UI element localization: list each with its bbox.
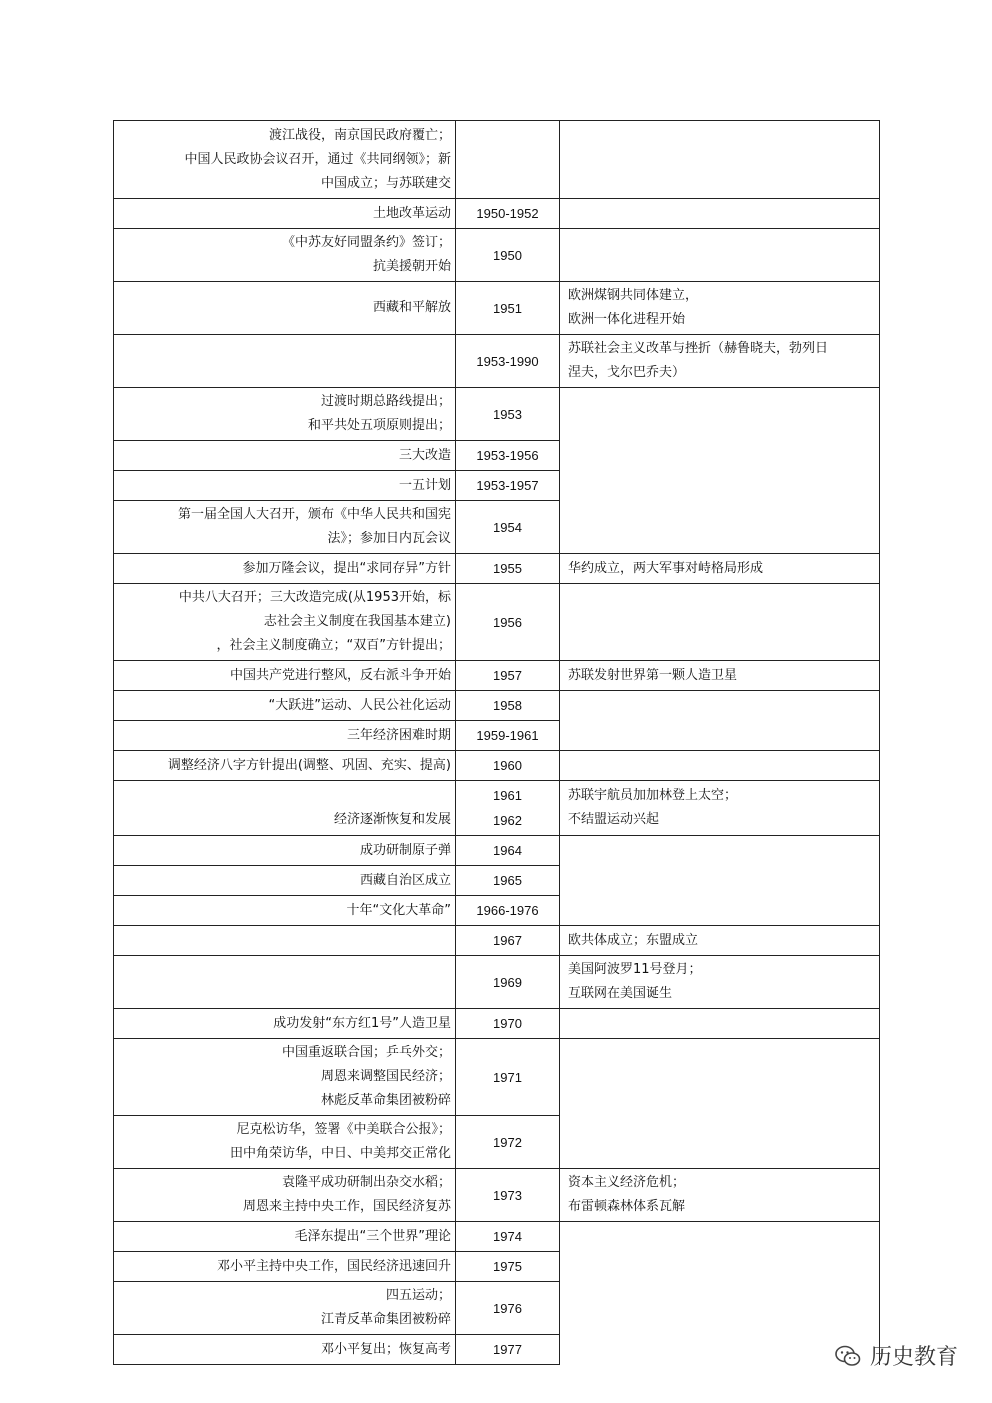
year-cell bbox=[456, 1116, 560, 1169]
event-cell bbox=[114, 584, 456, 661]
world-event-cell bbox=[560, 229, 880, 282]
table-row bbox=[114, 751, 880, 781]
cell-line bbox=[118, 784, 451, 808]
year-cell bbox=[456, 121, 560, 199]
cell-line: 1959-1961 bbox=[476, 728, 539, 743]
cell-line: 苏联宇航员加加林登上太空； bbox=[568, 788, 738, 803]
event-cell bbox=[114, 554, 456, 584]
world-event-cell bbox=[560, 335, 880, 388]
year-cell bbox=[456, 282, 560, 335]
world-event-cell bbox=[560, 781, 880, 836]
table-row bbox=[114, 1009, 880, 1039]
cell-line bbox=[568, 148, 875, 172]
world-event-cell bbox=[560, 584, 880, 661]
table-row bbox=[114, 661, 880, 691]
year-cell bbox=[456, 1252, 560, 1282]
cell-line: 1953-1956 bbox=[476, 448, 539, 463]
cell-line: 西藏自治区成立 bbox=[359, 872, 451, 888]
cell-line: 毛泽东提出“三个世界”理论 bbox=[294, 1228, 451, 1244]
world-event-cell bbox=[560, 199, 880, 229]
timeline-body bbox=[114, 121, 880, 1365]
event-cell bbox=[114, 836, 456, 866]
table-row bbox=[114, 926, 880, 956]
world-event-cell bbox=[560, 1009, 880, 1039]
year-cell bbox=[456, 896, 560, 926]
cell-line: 调整经济八字方针提出(调整、巩固、充实、提高) bbox=[167, 757, 451, 773]
cell-line: 1950-1952 bbox=[476, 206, 539, 221]
cell-line: 1974 bbox=[493, 1229, 522, 1244]
cell-line: 1977 bbox=[493, 1342, 522, 1357]
table-row bbox=[114, 956, 880, 1009]
cell-line: 林彪反革命集团被粉碎 bbox=[320, 1093, 451, 1108]
cell-line: 三大改造 bbox=[398, 447, 451, 463]
cell-line: 成功发射“东方红1号”人造卫星 bbox=[273, 1015, 451, 1031]
cell-line: 1967 bbox=[493, 933, 522, 948]
cell-line: ，社会主义制度确立；“双百”方针提出； bbox=[216, 638, 451, 653]
year-cell bbox=[456, 584, 560, 661]
cell-line: 邓小平主持中央工作，国民经济迅速回升 bbox=[216, 1258, 451, 1274]
cell-line: 互联网在美国诞生 bbox=[568, 986, 673, 1001]
year-cell bbox=[456, 866, 560, 896]
event-cell bbox=[114, 896, 456, 926]
year-cell bbox=[456, 1335, 560, 1365]
table-row bbox=[114, 199, 880, 229]
cell-line: 不结盟运动兴起 bbox=[568, 812, 660, 827]
cell-line: 四五运动； bbox=[385, 1288, 451, 1303]
cell-line: 土地改革运动 bbox=[372, 205, 451, 221]
cell-line: 经济逐渐恢复和发展 bbox=[333, 812, 451, 827]
cell-line: 周恩来调整国民经济； bbox=[320, 1069, 451, 1084]
cell-line: 1960 bbox=[493, 758, 522, 773]
year-cell bbox=[456, 554, 560, 584]
cell-line bbox=[118, 349, 451, 373]
cell-line: 1956 bbox=[493, 614, 522, 630]
world-event-cell-merged bbox=[560, 1039, 880, 1169]
event-cell bbox=[114, 501, 456, 554]
event-cell bbox=[114, 199, 456, 229]
cell-line: 中国成立；与苏联建交 bbox=[320, 175, 451, 191]
cell-line: 1972 bbox=[493, 1134, 522, 1150]
year-cell bbox=[456, 1282, 560, 1335]
table-row bbox=[114, 1169, 880, 1222]
cell-line bbox=[568, 1012, 875, 1036]
cell-line: “大跃进”运动、人民公社化运动 bbox=[268, 697, 451, 713]
cell-line: 1966-1976 bbox=[476, 903, 539, 918]
cell-line: 资本主义经济危机； bbox=[568, 1175, 686, 1190]
event-cell bbox=[114, 121, 456, 199]
event-cell bbox=[114, 781, 456, 836]
year-cell bbox=[456, 721, 560, 751]
cell-line: 华约成立，两大军事对峙格局形成 bbox=[568, 560, 764, 576]
table-row bbox=[114, 229, 880, 282]
world-event-cell bbox=[560, 926, 880, 956]
cell-line: 1970 bbox=[493, 1016, 522, 1031]
cell-line: 田中角荣访华，中日、中美邦交正常化 bbox=[229, 1146, 451, 1161]
watermark-text: 历史教育 bbox=[869, 1345, 958, 1370]
watermark bbox=[834, 1340, 958, 1371]
event-cell bbox=[114, 388, 456, 441]
world-event-cell-merged bbox=[560, 1222, 880, 1365]
table-row bbox=[114, 282, 880, 335]
table-row bbox=[114, 335, 880, 388]
cell-line: 参加万隆会议，提出“求同存异”方针 bbox=[242, 560, 451, 576]
cell-line bbox=[460, 147, 555, 172]
cell-line: 苏联社会主义改革与挫折（赫鲁晓夫，勃列日 bbox=[568, 341, 829, 356]
event-cell bbox=[114, 691, 456, 721]
cell-line: 1961 bbox=[493, 788, 522, 803]
cell-line: 涅夫，戈尔巴乔夫） bbox=[568, 365, 686, 380]
table-row bbox=[114, 1222, 880, 1252]
cell-line: 一五计划 bbox=[398, 477, 451, 493]
cell-line bbox=[568, 243, 875, 267]
event-cell bbox=[114, 229, 456, 282]
year-cell bbox=[456, 199, 560, 229]
cell-line: 1975 bbox=[493, 1259, 522, 1274]
event-cell bbox=[114, 441, 456, 471]
cell-line bbox=[568, 754, 875, 778]
cell-line bbox=[568, 202, 875, 226]
year-cell bbox=[456, 1222, 560, 1252]
table-row bbox=[114, 554, 880, 584]
year-cell bbox=[456, 388, 560, 441]
history-timeline-table bbox=[113, 120, 880, 1365]
world-event-cell-merged bbox=[560, 836, 880, 926]
cell-line: 成功研制原子弹 bbox=[359, 842, 451, 858]
cell-line: 和平共处五项原则提出； bbox=[307, 418, 451, 433]
world-event-cell bbox=[560, 956, 880, 1009]
cell-line: 欧共体成立；东盟成立 bbox=[568, 932, 699, 948]
event-cell bbox=[114, 866, 456, 896]
event-cell bbox=[114, 335, 456, 388]
cell-line: 欧洲煤钢共同体建立， bbox=[568, 288, 699, 303]
cell-line: 中国重返联合国；乒乓外交； bbox=[281, 1045, 451, 1060]
wechat-icon bbox=[834, 1344, 862, 1368]
cell-line: 尼克松访华，签署《中美联合公报》； bbox=[236, 1122, 451, 1137]
cell-line: 1951 bbox=[493, 300, 522, 316]
cell-line: 1957 bbox=[493, 668, 522, 683]
cell-line bbox=[118, 929, 451, 953]
cell-line: 1976 bbox=[493, 1300, 522, 1316]
event-cell bbox=[114, 1282, 456, 1335]
year-cell bbox=[456, 926, 560, 956]
cell-line: 1973 bbox=[493, 1187, 522, 1203]
table-row bbox=[114, 388, 880, 441]
year-cell bbox=[456, 471, 560, 501]
event-cell bbox=[114, 282, 456, 335]
table-row bbox=[114, 836, 880, 866]
cell-line: 《中苏友好同盟条约》签订； bbox=[281, 235, 451, 250]
year-cell bbox=[456, 751, 560, 781]
event-cell bbox=[114, 926, 456, 956]
world-event-cell bbox=[560, 661, 880, 691]
cell-line: 中国人民政协会议召开，通过《共同纲领》；新 bbox=[184, 151, 451, 167]
table-row bbox=[114, 1039, 880, 1116]
cell-line: 1950 bbox=[493, 247, 522, 263]
cell-line: 中共八大召开；三大改造完成(从1953开始，标 bbox=[178, 590, 451, 605]
cell-line: 1965 bbox=[493, 873, 522, 888]
world-event-cell bbox=[560, 282, 880, 335]
cell-line: 西藏和平解放 bbox=[372, 300, 451, 315]
cell-line: 1969 bbox=[493, 974, 522, 990]
world-event-cell-merged bbox=[560, 691, 880, 751]
table-row bbox=[114, 121, 880, 199]
cell-line: 法》；参加日内瓦会议 bbox=[327, 531, 451, 546]
cell-line: 欧洲一体化进程开始 bbox=[568, 312, 686, 327]
year-cell bbox=[456, 691, 560, 721]
cell-line: 1953-1990 bbox=[476, 353, 539, 369]
cell-line: 抗美援朝开始 bbox=[372, 259, 451, 274]
table-row bbox=[114, 584, 880, 661]
event-cell bbox=[114, 721, 456, 751]
event-cell bbox=[114, 1039, 456, 1116]
cell-line: 十年“文化大革命” bbox=[346, 902, 451, 918]
year-cell bbox=[456, 1009, 560, 1039]
cell-line: 美国阿波罗11号登月； bbox=[568, 962, 702, 977]
table-row bbox=[114, 781, 880, 836]
cell-line: 邓小平复出；恢复高考 bbox=[320, 1341, 451, 1357]
event-cell bbox=[114, 661, 456, 691]
cell-line: 1953 bbox=[493, 406, 522, 422]
year-cell bbox=[456, 956, 560, 1009]
year-cell bbox=[456, 836, 560, 866]
cell-line: 江青反革命集团被粉碎 bbox=[320, 1312, 451, 1327]
cell-line: 三年经济困难时期 bbox=[346, 727, 451, 743]
event-cell bbox=[114, 1335, 456, 1365]
world-event-cell-merged bbox=[560, 388, 880, 554]
year-cell bbox=[456, 501, 560, 554]
year-cell bbox=[456, 1169, 560, 1222]
year-cell bbox=[456, 441, 560, 471]
cell-line: 过渡时期总路线提出； bbox=[320, 394, 451, 409]
year-cell bbox=[456, 335, 560, 388]
cell-line: 中国共产党进行整风，反右派斗争开始 bbox=[229, 667, 451, 683]
event-cell bbox=[114, 1252, 456, 1282]
cell-line: 布雷顿森林体系瓦解 bbox=[568, 1199, 686, 1214]
cell-line: 1958 bbox=[493, 698, 522, 713]
event-cell bbox=[114, 471, 456, 501]
event-cell bbox=[114, 751, 456, 781]
year-cell bbox=[456, 661, 560, 691]
event-cell bbox=[114, 956, 456, 1009]
event-cell bbox=[114, 1009, 456, 1039]
event-cell bbox=[114, 1222, 456, 1252]
cell-line: 志社会主义制度在我国基本建立) bbox=[263, 614, 451, 629]
cell-line: 周恩来主持中央工作，国民经济复苏 bbox=[242, 1199, 451, 1214]
cell-line: 苏联发射世界第一颗人造卫星 bbox=[568, 667, 738, 683]
event-cell bbox=[114, 1169, 456, 1222]
cell-line: 1962 bbox=[493, 813, 522, 828]
cell-line: 1955 bbox=[493, 561, 522, 576]
cell-line: 1964 bbox=[493, 843, 522, 858]
world-event-cell bbox=[560, 554, 880, 584]
cell-line bbox=[118, 970, 451, 994]
year-cell bbox=[456, 229, 560, 282]
cell-line: 袁隆平成功研制出杂交水稻； bbox=[281, 1175, 451, 1190]
cell-line: 渡江战役，南京国民政府覆亡； bbox=[268, 127, 451, 143]
event-cell bbox=[114, 1116, 456, 1169]
world-event-cell bbox=[560, 751, 880, 781]
world-event-cell bbox=[560, 121, 880, 199]
year-cell bbox=[456, 781, 560, 836]
cell-line: 1954 bbox=[493, 519, 522, 535]
cell-line bbox=[568, 610, 875, 634]
world-event-cell bbox=[560, 1169, 880, 1222]
year-cell bbox=[456, 1039, 560, 1116]
cell-line: 第一届全国人大召开，颁布《中华人民共和国宪 bbox=[177, 507, 451, 522]
table-row bbox=[114, 691, 880, 721]
cell-line: 1953-1957 bbox=[476, 478, 539, 493]
cell-line: 1971 bbox=[493, 1069, 522, 1085]
